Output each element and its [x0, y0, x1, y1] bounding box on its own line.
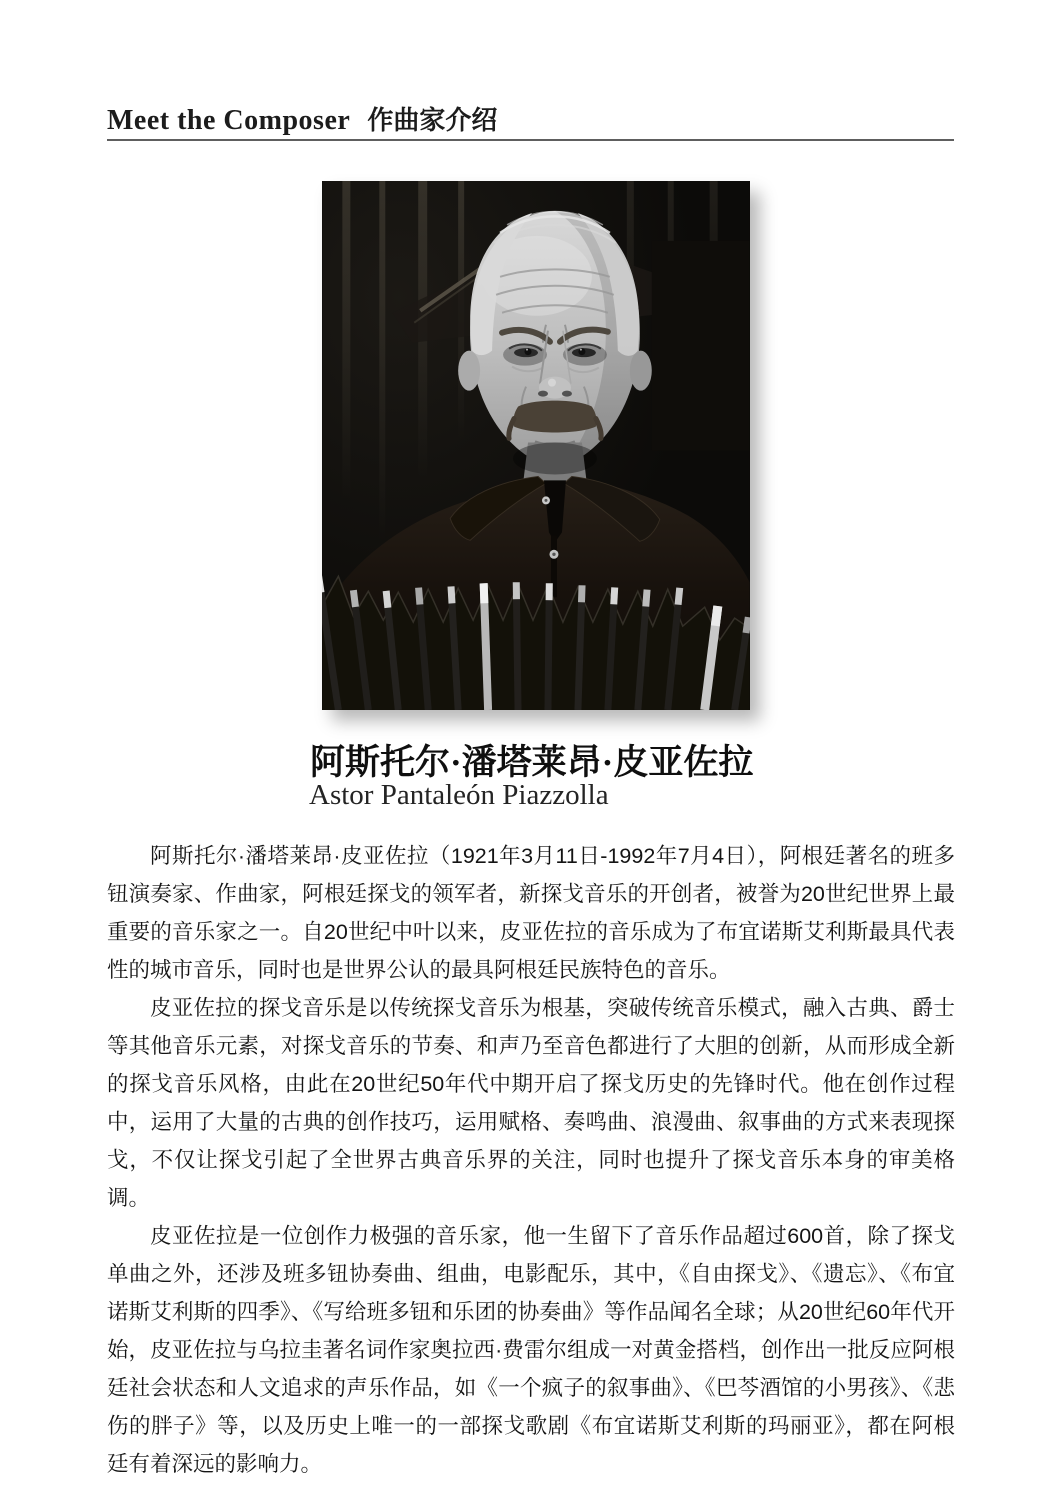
header-divider-rule [107, 139, 954, 141]
composer-name-english: Astor Pantaleón Piazzolla [309, 779, 609, 811]
composer-photo [322, 181, 750, 710]
composer-biography [107, 837, 955, 1483]
composer-name-chinese: 阿斯托尔·潘塔莱昂·皮亚佐拉 [310, 743, 754, 782]
biography-paragraph-3: 皮亚佐拉是一位创作力极强的音乐家，他一生留下了音乐作品超过600首，除了探戈单曲之外，还涉及班多钮协奏曲、组曲，电影配乐，其中，《自由探戈》、《遗忘》、《布宜诺斯艾利斯的四季》、《写给班多钮和乐团的协奏曲》等作品闻名全球；从20世纪60年代开始，皮亚佐拉与乌拉圭著名词作家奥拉西·费雷尔组成一对黄金搭档，创作出一批反应阿根廷社会状态和人文追求的声乐作品，如《一个疯子的叙事曲》、《巴芩酒馆的小男孩》、《悲伤的胖子》等，以及历史上唯一的一部探戈歌剧《布宜诺斯艾利斯的玛丽亚》，都在阿根廷有着深远的影响力。 [107, 1224, 955, 1476]
ear-left [458, 351, 480, 391]
biography-paragraph-1: 阿斯托尔·潘塔莱昂·皮亚佐拉（1921年3月11日-1992年7月4日），阿根廷著名的班多钮演奏家、作曲家，阿根廷探戈的领军者，新探戈音乐的开创者，被誉为20世纪世界上最重要的音乐家之一。自20世纪中叶以来，皮亚佐拉的音乐成为了布宜诺斯艾利斯最具代表性的城市音乐，同时也是世界公认的最具阿根廷民族特色的音乐。 [107, 844, 955, 982]
background-shadow-right [652, 241, 750, 451]
header-title-english: Meet the Composer [107, 105, 351, 136]
ear-right [630, 351, 652, 391]
header-title-chinese: 作曲家介绍 [367, 106, 498, 135]
biography-paragraph-2: 皮亚佐拉的探戈音乐是以传统探戈音乐为根基，突破传统音乐模式，融入古典、爵士等其他音乐元素，对探戈音乐的节奏、和声乃至音色都进行了大胆的创新，从而形成全新的探戈音乐风格，由此在20世纪50年代中期开启了探戈历史的先锋时代。他在创作过程中，运用了大量的古典的创作技巧，运用赋格、奏鸣曲、浪漫曲、叙事曲的方式来表现探戈，不仅让探戈引起了全世界古典音乐界的关注，同时也提升了探戈音乐本身的审美格调。 [107, 996, 955, 1210]
mustache [513, 401, 596, 433]
composer-portrait-illustration [322, 181, 750, 710]
page-header [107, 100, 497, 137]
